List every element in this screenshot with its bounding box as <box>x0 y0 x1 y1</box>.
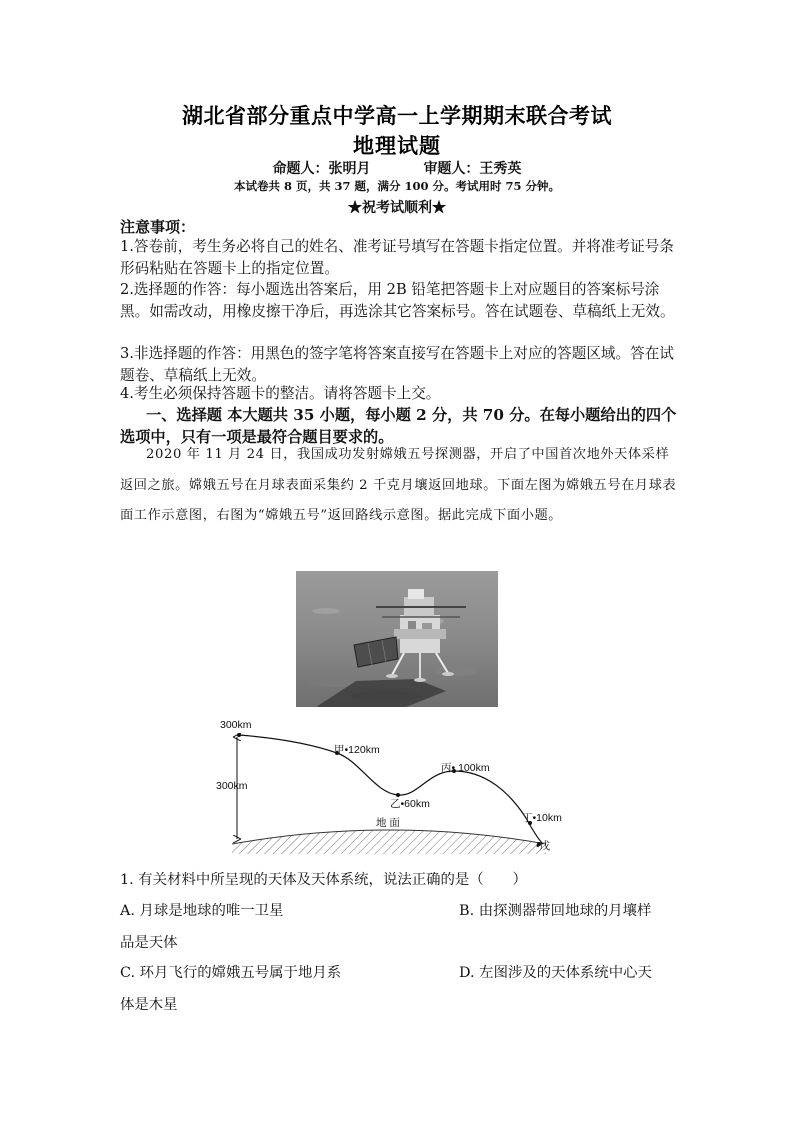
point-bing-label: 丙• 100km <box>441 762 490 774</box>
question-1-stem: 1. 有关材料中所呈现的天体及天体系统，说法正确的是（ ） <box>120 872 527 888</box>
top-altitude-label: 300km <box>220 719 252 731</box>
author-reviewer: 审题人：王秀英 <box>423 161 522 177</box>
option-d-continued: 体是木星 <box>120 997 178 1013</box>
good-luck-line: ★祝考试顺利★ <box>348 200 446 216</box>
section-heading: 一、选择题 本大题共 35 小题，每小题 2 分，共 70 分。在每小题给出的四个选项中，只有一项是最符合题目要求的。 <box>120 406 677 446</box>
exam-info: 本试卷共 8 页，共 37 题，满分 100 分。考试用时 75 分钟。 <box>233 179 561 193</box>
ground-hatch <box>232 830 546 854</box>
return-route-diagram <box>210 713 580 858</box>
exam-subtitle: 地理试题 <box>353 133 441 158</box>
option-d: D. 左图涉及的天体系统中心天 <box>459 965 652 981</box>
start-point <box>237 733 241 737</box>
exam-title: 湖北省部分重点中学高一上学期期末联合考试 <box>182 103 612 128</box>
point-wu-label: •戊 <box>536 840 551 852</box>
note-item: 1.答卷前，考生务必将自己的姓名、准考证号填写在答题卡指定位置。并将准考证号条形码粘贴在答题卡上的指定位置。 <box>120 238 674 277</box>
point-ding-label: 丁•10km <box>522 812 562 824</box>
question-passage: 2020 年 11 月 24 日，我国成功发射嫦娥五号探测器，开启了中国首次地外天体采样返回之旅。嫦娥五号在月球表面采集约 2 千克月壤返回地球。下面左图为嫦娥五号在月球表面工作示意图，右图为“嫦娥五号”返回路线示意图。据此完成下面小题。 <box>120 447 677 523</box>
author-setter: 命题人：张明月 <box>272 161 371 177</box>
ground-label: 地 面 <box>376 817 400 829</box>
option-b-continued: 品是天体 <box>120 935 178 951</box>
option-a: A. 月球是地球的唯一卫星 <box>120 903 284 919</box>
option-c: C. 环月飞行的嫦娥五号属于地月系 <box>120 965 342 981</box>
point-yi <box>396 793 400 797</box>
note-item: 2.选择题的作答：每小题选出答案后，用 2B 铅笔把答题卡上对应题目的答案标号涂黑。如需改动，用橡皮擦干净后，再选涂其它答案标号。答在试题卷、草稿纸上无效。 <box>120 281 675 320</box>
height-label: 300km <box>216 780 248 792</box>
note-item: 3.非选择题的作答：用黑色的签字笔将答案直接写在答题卡上对应的答题区域。答在试题卷、草稿纸上无效。 <box>120 345 674 384</box>
note-item: 4.考生必须保持答题卡的整洁。请将答题卡上交。 <box>120 385 441 402</box>
option-b: B. 由探测器带回地球的月壤样 <box>459 903 652 919</box>
point-jia-label: 甲•120km <box>334 744 380 756</box>
authors-line <box>0 158 794 178</box>
lunar-lander-photo <box>296 571 498 707</box>
notes-heading: 注意事项： <box>120 218 196 236</box>
point-yi-label: 乙•60km <box>390 798 430 810</box>
